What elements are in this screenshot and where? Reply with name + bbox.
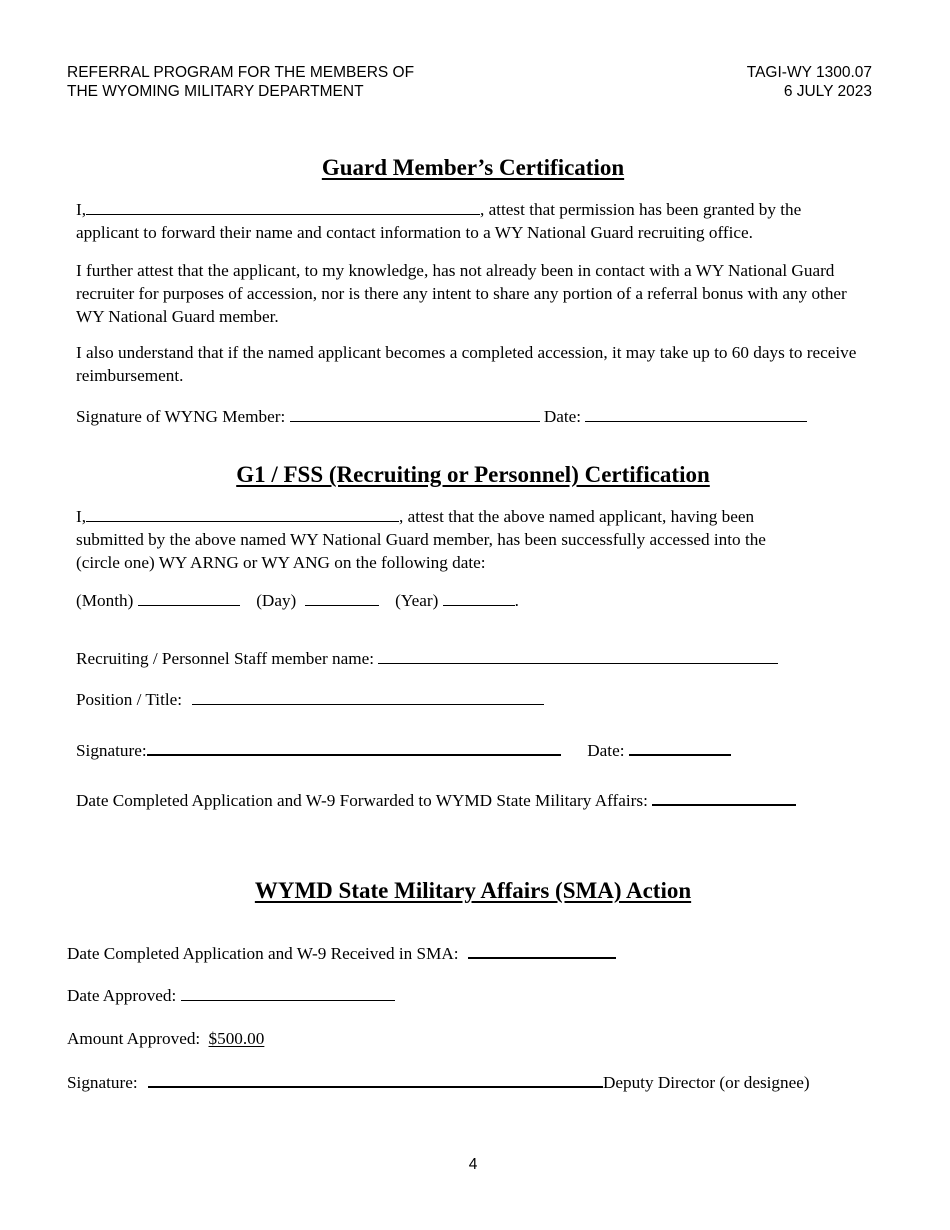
guard-para1-line2: applicant to forward their name and contact information to a WY National Guard recruiting office. [76,223,753,242]
sma-action-title: WYMD State Military Affairs (SMA) Action [254,878,692,903]
g1-position-row [76,689,544,711]
g1-position-label: Position / Title: [76,690,183,709]
g1-para-line3: (circle one) WY ARNG or WY ANG on the following date: [76,553,486,572]
guard-para2: I further attest that the applicant, to my knowledge, has not already been in contact with a WY National Guard recruiter for purposes of accession, nor is there any intent to share any portion of a referral bonus with any other WY National Guard member. [76,261,847,326]
guard-date-label: Date: [543,407,582,426]
g1-month-field[interactable] [138,590,240,606]
g1-forwarded-row [76,789,796,812]
sma-signature-row [67,1071,810,1094]
sma-received-row [67,942,616,965]
g1-day-label: (Day) [256,591,297,610]
g1-staff-name-inline-field[interactable] [86,506,399,522]
guard-i-prefix: I, [76,200,87,219]
sma-signature-field[interactable] [148,1071,603,1088]
g1-staff-name-field[interactable] [378,648,778,664]
sma-approved-date-field[interactable] [181,985,395,1001]
sma-received-label: Date Completed Application and W-9 Received in SMA: [67,944,459,963]
header-left [67,63,414,101]
header-right [747,63,872,101]
guard-para3: I also understand that if the named applicant becomes a completed accession, it may take up to 60 days to receive reimbursement. [76,343,857,385]
sma-amount-row [67,1028,264,1050]
g1-para-line1 [76,506,754,528]
guard-certification-title: Guard Member’s Certification [321,155,625,180]
g1-signature-label: Signature: [76,741,147,760]
header-doc-date: 6 JULY 2023 [783,83,872,100]
g1-para-suffix: , attest that the above named applicant, having been [399,507,755,526]
sma-signature-label: Signature: [67,1073,138,1092]
g1-year-label: (Year) [395,591,439,610]
sma-amount-value: $500.00 [208,1029,265,1048]
g1-year-field[interactable] [443,590,515,606]
g1-staff-name-label: Recruiting / Personnel Staff member name: [76,649,375,668]
guard-para1-line1 [76,199,801,221]
guard-signature-label: Signature of WYNG Member: [76,407,286,426]
g1-signature-field[interactable] [147,739,561,756]
sma-signer-title: Deputy Director (or designee) [602,1073,810,1092]
g1-certification-title: G1 / FSS (Recruiting or Personnel) Certification [236,462,710,487]
g1-date-label: Date: [587,741,625,760]
g1-month-label: (Month) [76,591,134,610]
g1-forwarded-label: Date Completed Application and W-9 Forwarded to WYMD State Military Affairs: [76,791,648,810]
g1-para-line2: submitted by the above named WY National Guard member, has been successfully accessed into the [76,530,766,549]
sma-approved-row [67,985,395,1007]
g1-accession-date-row [76,590,519,612]
sma-approved-label: Date Approved: [67,986,177,1005]
g1-forwarded-date-field[interactable] [652,789,796,806]
page-number: 4 [468,1156,478,1173]
guard-date-field[interactable] [585,406,807,422]
header-doc-number: TAGI-WY 1300.07 [746,64,872,81]
g1-staff-name-row [76,648,778,670]
g1-year-period: . [514,591,519,610]
g1-i-prefix: I, [76,507,87,526]
g1-position-field[interactable] [192,689,544,705]
guard-signature-row [76,406,807,428]
header-program-title: REFERRAL PROGRAM FOR THE MEMBERS OF [67,64,415,81]
guard-para1-suffix: , attest that permission has been granted by the [480,200,802,219]
header-department: THE WYOMING MILITARY DEPARTMENT [67,83,364,100]
guard-signature-field[interactable] [290,406,540,422]
guard-member-name-field[interactable] [86,199,480,215]
sma-amount-label: Amount Approved: [67,1029,201,1048]
g1-date-field[interactable] [629,739,731,756]
g1-signature-row [76,739,731,762]
g1-day-field[interactable] [305,590,379,606]
sma-received-date-field[interactable] [468,942,616,959]
